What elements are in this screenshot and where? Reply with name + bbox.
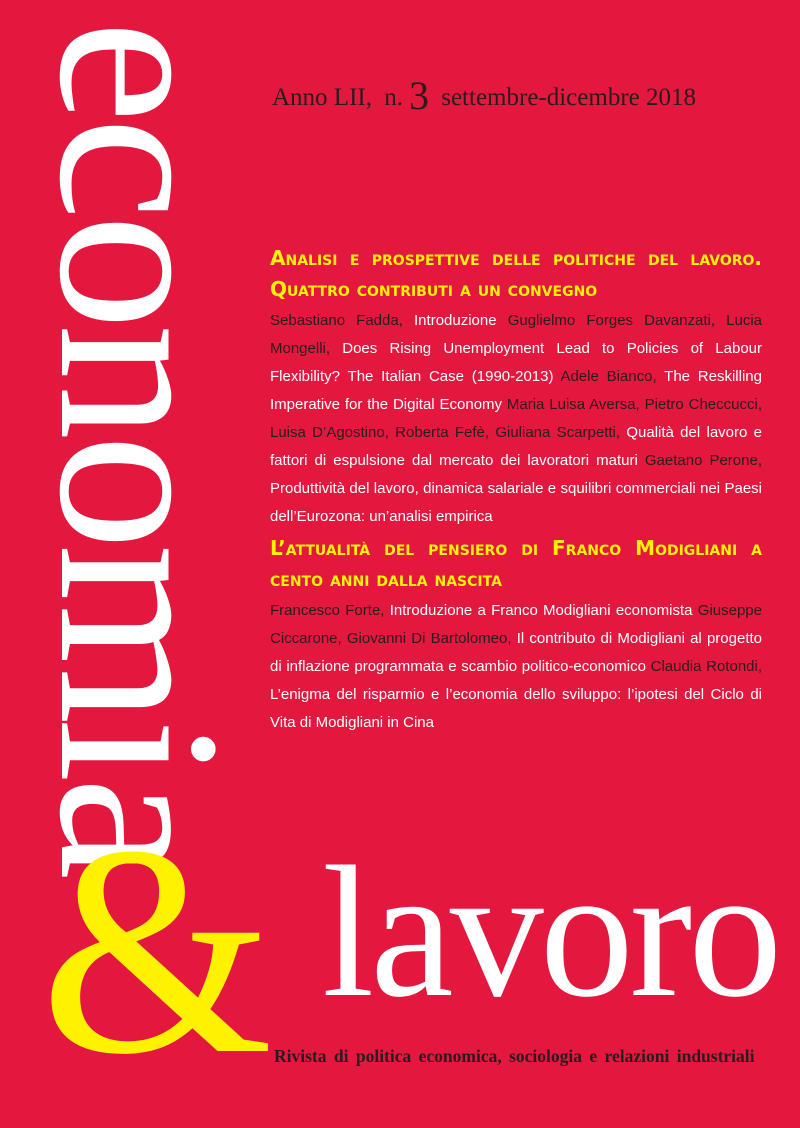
section-title-1: Analisi e prospettive delle politiche del lavoro. Quattro contributi a un convegno (270, 246, 762, 301)
article-author: Giuseppe Ciccarone, Giovanni Di Bartolomeo, (270, 602, 762, 647)
section-title-2: L’attualità del pensiero di Franco Modigliani a cento anni dalla nascita (270, 536, 762, 591)
article-title: Il contributo di Modigliani al progetto di inflazione programmata e scambio politico-economico (270, 630, 763, 675)
issue-info (272, 72, 760, 119)
article-title: L’enigma del risparmio e l’economia dello sviluppo: l’ipotesi del Ciclo di Vita di Modigliani in Cina (270, 686, 762, 731)
article-author: Guglielmo Forges Davanzati, Lucia Mongelli, (270, 312, 762, 357)
article-title: Introduzione (414, 312, 497, 329)
article-title: Produttività del lavoro, dinamica salariale e squilibri commerciali nei Paesi dell’Eurozona: un’analisi empirica (270, 480, 762, 525)
table-of-contents (270, 243, 762, 737)
article-title: Qualità del lavoro e fattori di espulsione dal mercato dei lavoratori maturi (270, 424, 762, 469)
masthead-lavoro: lavoro (322, 827, 779, 1036)
issue-period: settembre-dicembre 2018 (441, 84, 696, 111)
section-2-articles (270, 597, 762, 737)
issue-n-label: n. (384, 84, 403, 111)
masthead-ampersand: & (40, 784, 274, 1116)
article-author: Claudia Rotondi, (650, 658, 762, 675)
article-author: Maria Luisa Aversa, Pietro Checcucci, Luisa D’Agostino, Roberta Fefè, Giuliana Scarpetti, (270, 396, 762, 441)
masthead-economia: economia (11, 20, 268, 874)
section-2 (270, 533, 762, 737)
article-author: Sebastiano Fadda, (270, 312, 403, 329)
journal-subtitle: Rivista di politica economica, sociologia e relazioni industriali (274, 1046, 755, 1066)
issue-number: 3 (408, 73, 429, 118)
article-author: Francesco Forte, (270, 602, 385, 619)
section-1-articles (270, 307, 762, 531)
article-author: Gaetano Perone, (644, 452, 762, 469)
issue-anno: Anno LII, (272, 84, 372, 111)
article-author: Adele Bianco, (560, 368, 657, 385)
article-title: Does Rising Unemployment Lead to Policies of Labour Flexibility? The Italian Case (1990-2013) (270, 340, 762, 385)
article-title: Introduzione a Franco Modigliani economista (389, 602, 693, 619)
article-title: The Reskilling Imperative for the Digital Economy (270, 368, 762, 413)
